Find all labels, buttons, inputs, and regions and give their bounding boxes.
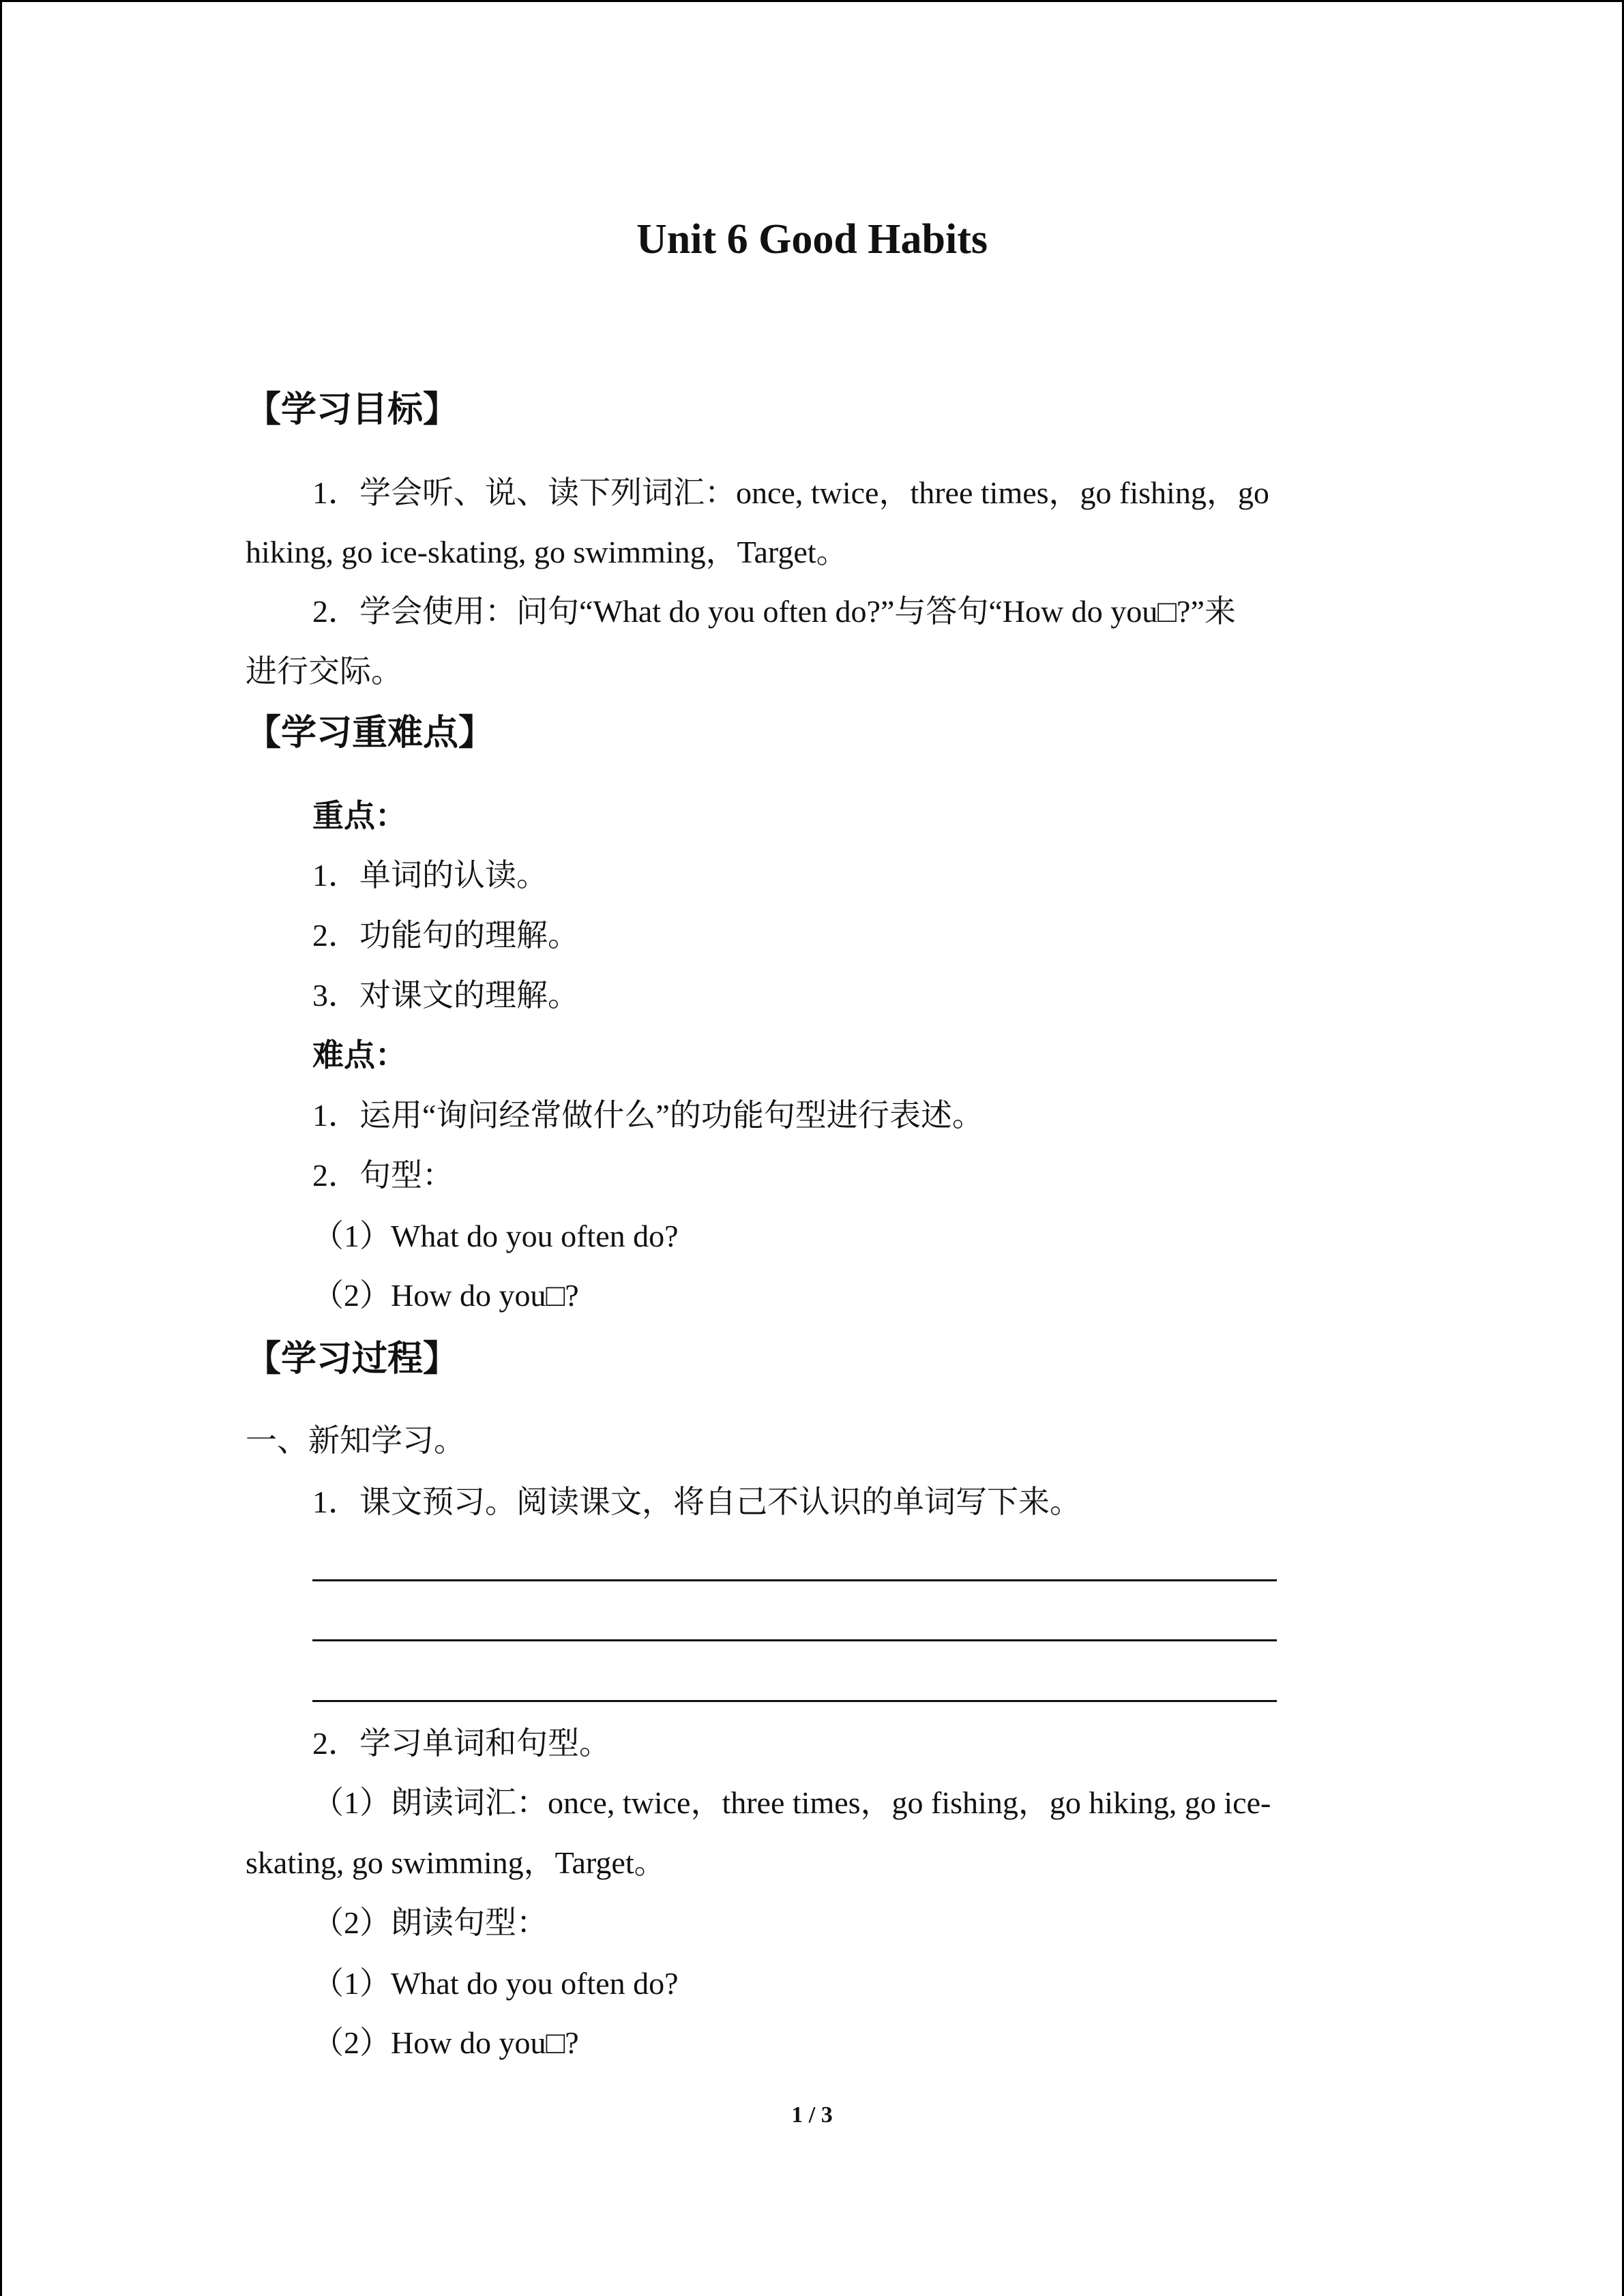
difficult-item-2: 2．句型：	[312, 1158, 454, 1193]
page-border-top	[0, 0, 1624, 2]
difficult-label: 难点：	[312, 1038, 407, 1073]
page-title: Unit 6 Good Habits	[636, 216, 988, 263]
step-2: 2．学习单词和句型。	[312, 1726, 610, 1761]
part-1-label: 一、新知学习。	[246, 1423, 465, 1458]
goal-2-line-1: 2．学会使用：问句“What do you often do?”与答句“How do you□?”来	[312, 594, 1236, 629]
pattern-1: （1）What do you often do?	[312, 1219, 679, 1253]
key-item-3: 3．对课文的理解。	[312, 978, 579, 1013]
answer-line-1[interactable]	[312, 1579, 1277, 1581]
heading-key-points: 【学习重难点】	[246, 714, 494, 753]
process-pattern-2: （2）How do you□?	[312, 2025, 579, 2060]
answer-line-2[interactable]	[312, 1639, 1277, 1641]
heading-learning-goals: 【学习目标】	[246, 391, 459, 430]
goal-1-line-2: hiking, go ice-skating, go swimming，Target。	[246, 535, 848, 569]
key-item-1: 1．单词的认读。	[312, 858, 548, 893]
page-border-left	[0, 0, 2, 2296]
difficult-item-1: 1．运用“询问经常做什么”的功能句型进行表述。	[312, 1098, 984, 1133]
step-1: 1．课文预习。阅读课文，将自己不认识的单词写下来。	[312, 1485, 1081, 1519]
key-item-2: 2．功能句的理解。	[312, 918, 579, 953]
key-label: 重点：	[312, 799, 407, 833]
goal-1-line-1: 1．学会听、说、读下列词汇：once, twice，three times，go fishing，go	[312, 475, 1269, 510]
page-number: 1 / 3	[791, 2102, 833, 2128]
process-pattern-1: （1）What do you often do?	[312, 1966, 679, 2001]
heading-learning-process: 【学习过程】	[246, 1340, 459, 1379]
read-vocab-line-2: skating, go swimming，Target。	[246, 1845, 666, 1880]
goal-2-line-2: 进行交际。	[246, 654, 402, 689]
read-vocab-line-1: （1）朗读词汇：once, twice，three times，go fishing，go hiking, go ice-	[312, 1785, 1271, 1820]
answer-line-3[interactable]	[312, 1700, 1277, 1702]
read-patterns-label: （2）朗读句型：	[312, 1905, 548, 1940]
pattern-2: （2）How do you□?	[312, 1278, 579, 1313]
